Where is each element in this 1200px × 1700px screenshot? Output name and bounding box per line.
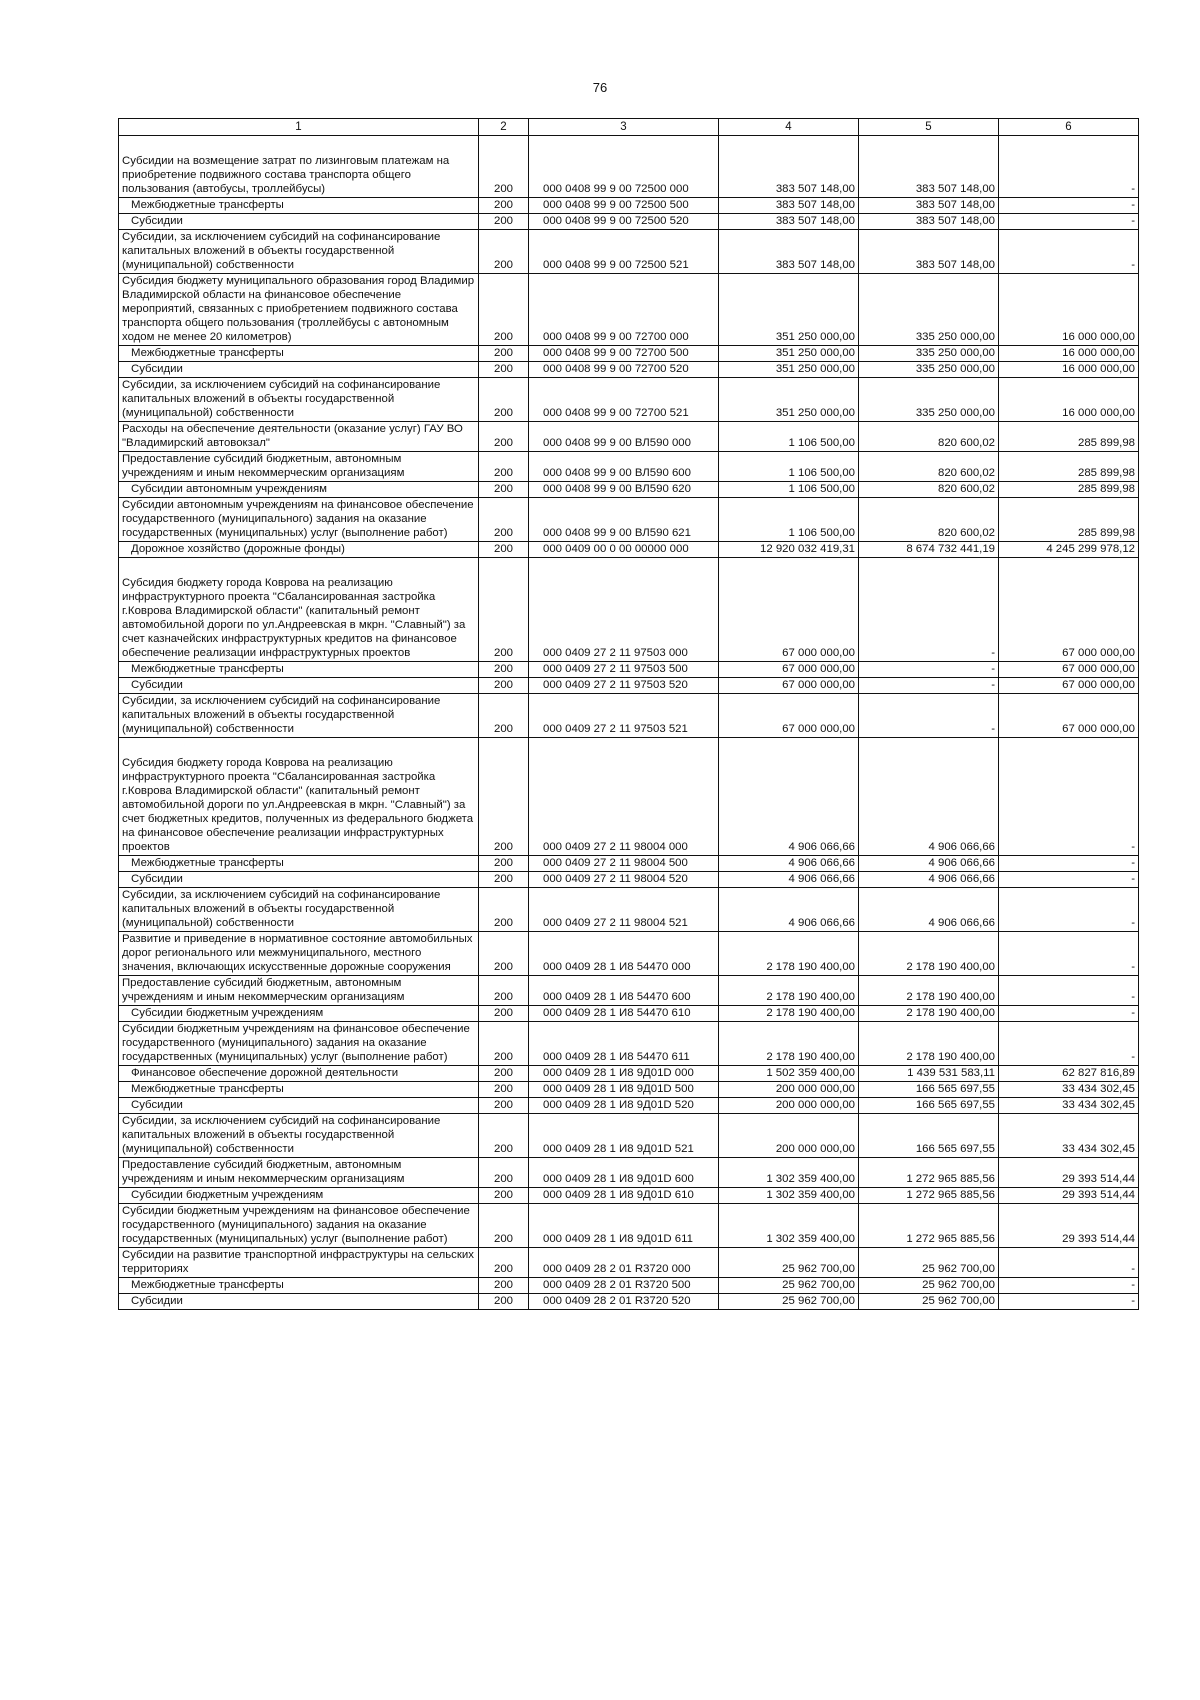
row-kbk: 000 0409 27 2 11 97503 500 [529, 662, 719, 678]
table-row [119, 678, 1139, 694]
row-value-5: 820 600,02 [859, 422, 999, 452]
row-value-4: 4 906 066,66 [719, 738, 859, 856]
row-value-4: 1 302 359 400,00 [719, 1188, 859, 1204]
row-value-4: 383 507 148,00 [719, 214, 859, 230]
row-code: 200 [479, 198, 529, 214]
row-kbk: 000 0409 28 2 01 R3720 500 [529, 1278, 719, 1294]
row-value-4: 2 178 190 400,00 [719, 932, 859, 976]
table-row [119, 662, 1139, 678]
row-code: 200 [479, 1066, 529, 1082]
row-value-4: 351 250 000,00 [719, 378, 859, 422]
row-value-6: 29 393 514,44 [999, 1188, 1139, 1204]
table-row [119, 498, 1139, 542]
row-value-5: 25 962 700,00 [859, 1294, 999, 1310]
row-value-4: 1 502 359 400,00 [719, 1066, 859, 1082]
row-code: 200 [479, 1098, 529, 1114]
row-code: 200 [479, 214, 529, 230]
row-value-6: 285 899,98 [999, 498, 1139, 542]
row-value-5: 25 962 700,00 [859, 1278, 999, 1294]
row-code: 200 [479, 662, 529, 678]
table-row [119, 362, 1139, 378]
row-value-5: 166 565 697,55 [859, 1098, 999, 1114]
row-name: Субсидии [119, 214, 479, 230]
row-code: 200 [479, 362, 529, 378]
row-value-5: 335 250 000,00 [859, 362, 999, 378]
column-header-6: 6 [999, 119, 1139, 136]
row-value-6: - [999, 888, 1139, 932]
row-value-5: 2 178 190 400,00 [859, 976, 999, 1006]
row-kbk: 000 0408 99 9 00 72700 000 [529, 274, 719, 346]
row-code: 200 [479, 230, 529, 274]
row-kbk: 000 0409 28 1 И8 9Д01D 610 [529, 1188, 719, 1204]
row-value-5: 335 250 000,00 [859, 274, 999, 346]
row-code: 200 [479, 1204, 529, 1248]
table-row [119, 872, 1139, 888]
row-value-5: 2 178 190 400,00 [859, 932, 999, 976]
row-value-4: 1 106 500,00 [719, 482, 859, 498]
row-code: 200 [479, 1294, 529, 1310]
row-code: 200 [479, 1082, 529, 1098]
row-value-4: 67 000 000,00 [719, 678, 859, 694]
row-kbk: 000 0409 28 1 И8 9Д01D 500 [529, 1082, 719, 1098]
row-code: 200 [479, 1006, 529, 1022]
row-kbk: 000 0409 00 0 00 00000 000 [529, 542, 719, 558]
table-row [119, 856, 1139, 872]
row-name: Межбюджетные трансферты [119, 346, 479, 362]
page-number: 76 [592, 80, 608, 95]
row-kbk: 000 0408 99 9 00 ВЛ590 621 [529, 498, 719, 542]
row-name: Субсидии на возмещение затрат по лизинговым платежам на приобретение подвижного состава транспорта общего пользования (автобусы, троллейбусы) [119, 136, 479, 198]
row-kbk: 000 0408 99 9 00 72700 520 [529, 362, 719, 378]
row-value-4: 383 507 148,00 [719, 136, 859, 198]
row-value-5: - [859, 678, 999, 694]
column-header-2: 2 [479, 119, 529, 136]
row-code: 200 [479, 738, 529, 856]
row-value-6: 16 000 000,00 [999, 274, 1139, 346]
table-row [119, 1204, 1139, 1248]
row-kbk: 000 0409 28 2 01 R3720 000 [529, 1248, 719, 1278]
row-kbk: 000 0409 27 2 11 97503 521 [529, 694, 719, 738]
row-value-6: - [999, 1022, 1139, 1066]
row-name: Межбюджетные трансферты [119, 1082, 479, 1098]
row-value-4: 2 178 190 400,00 [719, 1022, 859, 1066]
row-value-6: - [999, 738, 1139, 856]
column-header-5: 5 [859, 119, 999, 136]
row-kbk: 000 0408 99 9 00 ВЛ590 620 [529, 482, 719, 498]
header-row [119, 119, 1139, 136]
row-value-6: 16 000 000,00 [999, 346, 1139, 362]
row-value-6: 29 393 514,44 [999, 1204, 1139, 1248]
row-value-5: 383 507 148,00 [859, 214, 999, 230]
row-kbk: 000 0409 27 2 11 97503 000 [529, 558, 719, 662]
table-row [119, 452, 1139, 482]
row-value-5: 2 178 190 400,00 [859, 1022, 999, 1066]
table-row [119, 1248, 1139, 1278]
table-row [119, 1114, 1139, 1158]
row-value-5: 4 906 066,66 [859, 738, 999, 856]
row-code: 200 [479, 1114, 529, 1158]
row-kbk: 000 0409 27 2 11 98004 521 [529, 888, 719, 932]
row-name: Субсидии автономным учреждениям на финансовое обеспечение государственного (муниципального) задания на оказание государственных (муниципальных) услуг (выполнение работ) [119, 498, 479, 542]
row-value-6: - [999, 230, 1139, 274]
row-code: 200 [479, 1278, 529, 1294]
row-code: 200 [479, 872, 529, 888]
row-kbk: 000 0408 99 9 00 72500 000 [529, 136, 719, 198]
row-code: 200 [479, 558, 529, 662]
row-kbk: 000 0409 28 1 И8 54470 600 [529, 976, 719, 1006]
table-row [119, 198, 1139, 214]
row-value-6: 285 899,98 [999, 422, 1139, 452]
row-name: Субсидии бюджетным учреждениям на финансовое обеспечение государственного (муниципального) задания на оказание государственных (муниципальных) услуг (выполнение работ) [119, 1022, 479, 1066]
row-name: Субсидии автономным учреждениям [119, 482, 479, 498]
row-code: 200 [479, 932, 529, 976]
row-value-5: - [859, 662, 999, 678]
row-kbk: 000 0409 28 1 И8 54470 611 [529, 1022, 719, 1066]
table-row [119, 976, 1139, 1006]
row-value-4: 2 178 190 400,00 [719, 1006, 859, 1022]
row-kbk: 000 0408 99 9 00 ВЛ590 000 [529, 422, 719, 452]
row-value-5: - [859, 694, 999, 738]
table-body [119, 136, 1139, 1310]
row-kbk: 000 0409 27 2 11 98004 500 [529, 856, 719, 872]
row-value-5: 166 565 697,55 [859, 1114, 999, 1158]
row-code: 200 [479, 1188, 529, 1204]
column-header-3: 3 [529, 119, 719, 136]
row-code: 200 [479, 136, 529, 198]
row-code: 200 [479, 452, 529, 482]
row-value-6: - [999, 214, 1139, 230]
row-value-4: 25 962 700,00 [719, 1278, 859, 1294]
row-name: Межбюджетные трансферты [119, 662, 479, 678]
row-kbk: 000 0408 99 9 00 72700 500 [529, 346, 719, 362]
row-code: 200 [479, 542, 529, 558]
table-row [119, 214, 1139, 230]
row-value-5: 1 272 965 885,56 [859, 1188, 999, 1204]
row-value-5: 8 674 732 441,19 [859, 542, 999, 558]
table-row [119, 1066, 1139, 1082]
row-value-6: 33 434 302,45 [999, 1098, 1139, 1114]
row-kbk: 000 0409 28 1 И8 9Д01D 520 [529, 1098, 719, 1114]
row-value-5: 1 272 965 885,56 [859, 1204, 999, 1248]
row-code: 200 [479, 482, 529, 498]
row-value-6: 67 000 000,00 [999, 694, 1139, 738]
row-name: Субсидии на развитие транспортной инфраструктуры на сельских территориях [119, 1248, 479, 1278]
row-name: Субсидии [119, 872, 479, 888]
row-value-6: 67 000 000,00 [999, 678, 1139, 694]
row-name: Межбюджетные трансферты [119, 1278, 479, 1294]
row-value-4: 4 906 066,66 [719, 888, 859, 932]
table-row [119, 694, 1139, 738]
row-code: 200 [479, 976, 529, 1006]
row-code: 200 [479, 888, 529, 932]
row-value-4: 351 250 000,00 [719, 346, 859, 362]
row-value-5: 4 906 066,66 [859, 872, 999, 888]
row-code: 200 [479, 1158, 529, 1188]
row-name: Субсидия бюджету города Коврова на реализацию инфраструктурного проекта "Сбалансированная застройка г.Коврова Владимирской области" (капитальный ремонт автомобильной дороги по ул.Андреевская в мкрн. "Славный") за счет бюджетных кредитов, полученных из федерального бюджета на финансовое обеспечение реализации инфраструктурных проектов [119, 738, 479, 856]
row-value-6: - [999, 856, 1139, 872]
table-header [119, 119, 1139, 136]
row-value-5: 335 250 000,00 [859, 378, 999, 422]
row-value-6: 16 000 000,00 [999, 378, 1139, 422]
row-name: Предоставление субсидий бюджетным, автономным учреждениям и иным некоммерческим организациям [119, 976, 479, 1006]
row-name: Субсидия бюджету муниципального образования город Владимир Владимирской области на финансовое обеспечение мероприятий, связанных с приобретением подвижного состава транспорта общего пользования (троллейбусы с автономным ходом не менее 20 километров) [119, 274, 479, 346]
row-value-5: 383 507 148,00 [859, 136, 999, 198]
row-value-4: 1 302 359 400,00 [719, 1204, 859, 1248]
table-row [119, 1022, 1139, 1066]
row-value-6: - [999, 872, 1139, 888]
row-name: Межбюджетные трансферты [119, 198, 479, 214]
table-row [119, 1158, 1139, 1188]
row-code: 200 [479, 1248, 529, 1278]
row-code: 200 [479, 378, 529, 422]
row-value-4: 383 507 148,00 [719, 230, 859, 274]
row-kbk: 000 0409 28 1 И8 9Д01D 000 [529, 1066, 719, 1082]
column-header-4: 4 [719, 119, 859, 136]
row-kbk: 000 0408 99 9 00 72500 520 [529, 214, 719, 230]
row-value-4: 4 906 066,66 [719, 872, 859, 888]
budget-table [118, 118, 1139, 1310]
row-name: Предоставление субсидий бюджетным, автономным учреждениям и иным некоммерческим организациям [119, 1158, 479, 1188]
row-value-4: 2 178 190 400,00 [719, 976, 859, 1006]
row-name: Субсидии, за исключением субсидий на софинансирование капитальных вложений в объекты государственной (муниципальной) собственности [119, 1114, 479, 1158]
row-value-5: - [859, 558, 999, 662]
row-name: Субсидия бюджету города Коврова на реализацию инфраструктурного проекта "Сбалансированная застройка г.Коврова Владимирской области" (капитальный ремонт автомобильной дороги по ул.Андреевская в мкрн. "Славный") за счет казначейских инфраструктурных кредитов на финансовое обеспечение реализации инфраструктурных проектов [119, 558, 479, 662]
table-row [119, 888, 1139, 932]
column-header-1: 1 [119, 119, 479, 136]
row-name: Субсидии, за исключением субсидий на софинансирование капитальных вложений в объекты государственной (муниципальной) собственности [119, 230, 479, 274]
row-kbk: 000 0409 28 1 И8 9Д01D 611 [529, 1204, 719, 1248]
row-code: 200 [479, 678, 529, 694]
row-value-4: 383 507 148,00 [719, 198, 859, 214]
row-value-6: 16 000 000,00 [999, 362, 1139, 378]
row-value-5: 25 962 700,00 [859, 1248, 999, 1278]
row-value-4: 351 250 000,00 [719, 362, 859, 378]
row-value-6: 285 899,98 [999, 482, 1139, 498]
row-kbk: 000 0408 99 9 00 72500 500 [529, 198, 719, 214]
row-value-6: - [999, 1278, 1139, 1294]
row-value-6: 4 245 299 978,12 [999, 542, 1139, 558]
table-row [119, 1006, 1139, 1022]
row-kbk: 000 0409 27 2 11 97503 520 [529, 678, 719, 694]
row-value-5: 1 272 965 885,56 [859, 1158, 999, 1188]
row-value-5: 335 250 000,00 [859, 346, 999, 362]
row-value-5: 166 565 697,55 [859, 1082, 999, 1098]
row-value-6: 67 000 000,00 [999, 558, 1139, 662]
row-value-5: 4 906 066,66 [859, 888, 999, 932]
row-value-4: 200 000 000,00 [719, 1098, 859, 1114]
table-row [119, 274, 1139, 346]
row-name: Дорожное хозяйство (дорожные фонды) [119, 542, 479, 558]
row-code: 200 [479, 1022, 529, 1066]
table-row [119, 230, 1139, 274]
table-row [119, 1278, 1139, 1294]
row-value-4: 200 000 000,00 [719, 1082, 859, 1098]
row-value-4: 67 000 000,00 [719, 694, 859, 738]
row-value-5: 820 600,02 [859, 452, 999, 482]
row-value-6: 67 000 000,00 [999, 662, 1139, 678]
row-name: Субсидии [119, 678, 479, 694]
row-kbk: 000 0409 27 2 11 98004 520 [529, 872, 719, 888]
row-value-6: - [999, 932, 1139, 976]
table-row [119, 932, 1139, 976]
table-row [119, 1082, 1139, 1098]
row-name: Субсидии бюджетным учреждениям [119, 1006, 479, 1022]
row-value-5: 820 600,02 [859, 498, 999, 542]
row-value-4: 25 962 700,00 [719, 1248, 859, 1278]
row-value-4: 67 000 000,00 [719, 662, 859, 678]
row-kbk: 000 0408 99 9 00 72700 521 [529, 378, 719, 422]
row-value-4: 4 906 066,66 [719, 856, 859, 872]
row-value-4: 1 106 500,00 [719, 422, 859, 452]
row-kbk: 000 0409 28 1 И8 9Д01D 521 [529, 1114, 719, 1158]
row-value-4: 1 106 500,00 [719, 498, 859, 542]
row-value-5: 4 906 066,66 [859, 856, 999, 872]
table-row [119, 1098, 1139, 1114]
row-value-4: 200 000 000,00 [719, 1114, 859, 1158]
row-kbk: 000 0408 99 9 00 72500 521 [529, 230, 719, 274]
table-row [119, 346, 1139, 362]
row-kbk: 000 0409 28 2 01 R3720 520 [529, 1294, 719, 1310]
row-name: Субсидии, за исключением субсидий на софинансирование капитальных вложений в объекты государственной (муниципальной) собственности [119, 888, 479, 932]
row-name: Субсидии [119, 362, 479, 378]
row-value-5: 383 507 148,00 [859, 198, 999, 214]
row-value-4: 1 106 500,00 [719, 452, 859, 482]
row-value-6: - [999, 1006, 1139, 1022]
row-code: 200 [479, 694, 529, 738]
row-name: Субсидии, за исключением субсидий на софинансирование капитальных вложений в объекты государственной (муниципальной) собственности [119, 378, 479, 422]
row-value-6: 62 827 816,89 [999, 1066, 1139, 1082]
row-value-6: - [999, 136, 1139, 198]
row-kbk: 000 0409 28 1 И8 54470 610 [529, 1006, 719, 1022]
row-value-5: 820 600,02 [859, 482, 999, 498]
row-value-4: 351 250 000,00 [719, 274, 859, 346]
table-row [119, 422, 1139, 452]
row-name: Расходы на обеспечение деятельности (оказание услуг) ГАУ ВО "Владимирский автовокзал" [119, 422, 479, 452]
row-name: Субсидии [119, 1098, 479, 1114]
row-value-4: 25 962 700,00 [719, 1294, 859, 1310]
table-row [119, 482, 1139, 498]
row-value-4: 12 920 032 419,31 [719, 542, 859, 558]
row-name: Развитие и приведение в нормативное состояние автомобильных дорог регионального или межмуниципального, местного значения, включающих искусственные дорожные сооружения [119, 932, 479, 976]
row-value-5: 2 178 190 400,00 [859, 1006, 999, 1022]
row-name: Субсидии [119, 1294, 479, 1310]
row-name: Межбюджетные трансферты [119, 856, 479, 872]
row-value-4: 67 000 000,00 [719, 558, 859, 662]
row-kbk: 000 0409 28 1 И8 9Д01D 600 [529, 1158, 719, 1188]
table-row [119, 558, 1139, 662]
row-kbk: 000 0409 28 1 И8 54470 000 [529, 932, 719, 976]
table-row [119, 738, 1139, 856]
row-name: Субсидии бюджетным учреждениям [119, 1188, 479, 1204]
row-name: Финансовое обеспечение дорожной деятельности [119, 1066, 479, 1082]
table-row [119, 1188, 1139, 1204]
table-row [119, 378, 1139, 422]
row-value-6: 33 434 302,45 [999, 1082, 1139, 1098]
row-code: 200 [479, 856, 529, 872]
row-kbk: 000 0409 27 2 11 98004 000 [529, 738, 719, 856]
table-row [119, 1294, 1139, 1310]
row-name: Субсидии, за исключением субсидий на софинансирование капитальных вложений в объекты государственной (муниципальной) собственности [119, 694, 479, 738]
row-name: Субсидии бюджетным учреждениям на финансовое обеспечение государственного (муниципального) задания на оказание государственных (муниципальных) услуг (выполнение работ) [119, 1204, 479, 1248]
row-value-4: 1 302 359 400,00 [719, 1158, 859, 1188]
row-value-6: 33 434 302,45 [999, 1114, 1139, 1158]
row-kbk: 000 0408 99 9 00 ВЛ590 600 [529, 452, 719, 482]
row-name: Предоставление субсидий бюджетным, автономным учреждениям и иным некоммерческим организациям [119, 452, 479, 482]
row-value-5: 383 507 148,00 [859, 230, 999, 274]
row-value-6: 285 899,98 [999, 452, 1139, 482]
row-code: 200 [479, 346, 529, 362]
row-value-6: - [999, 976, 1139, 1006]
row-code: 200 [479, 498, 529, 542]
row-value-6: - [999, 1248, 1139, 1278]
table-row [119, 136, 1139, 198]
table-row [119, 542, 1139, 558]
row-code: 200 [479, 422, 529, 452]
row-value-6: - [999, 198, 1139, 214]
row-code: 200 [479, 274, 529, 346]
row-value-5: 1 439 531 583,11 [859, 1066, 999, 1082]
row-value-6: 29 393 514,44 [999, 1158, 1139, 1188]
row-value-6: - [999, 1294, 1139, 1310]
